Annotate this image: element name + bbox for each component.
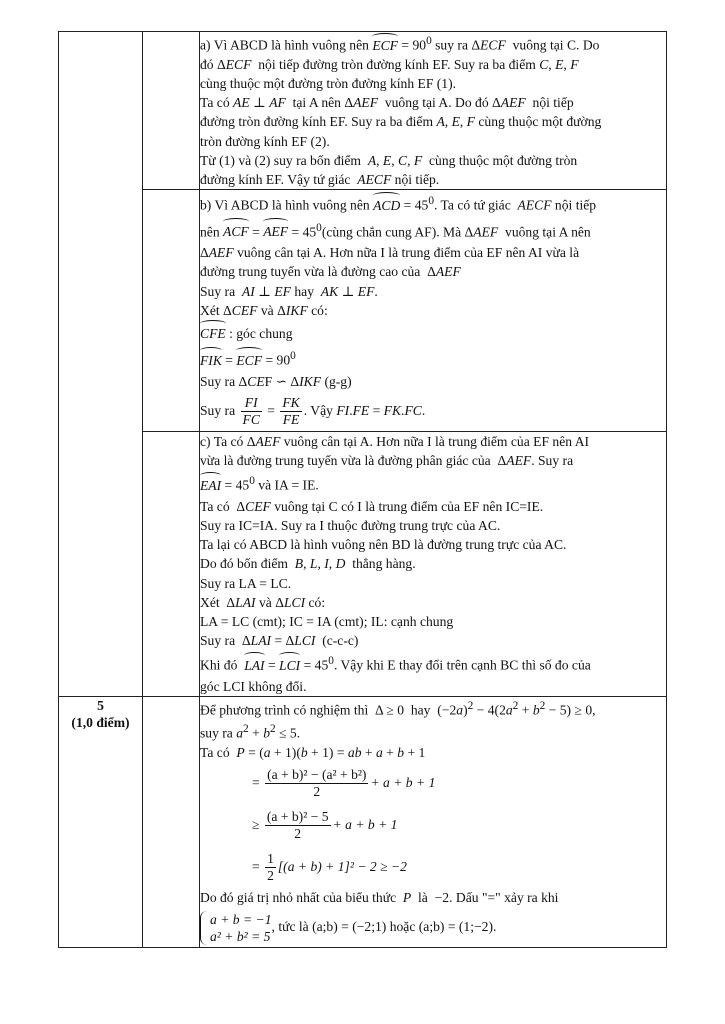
system-line bbox=[200, 907, 666, 947]
text-line: Ta có P = (a + 1)(b + 1) = ab + a + b + 1 bbox=[200, 744, 426, 760]
text-line: a) Vì ABCD là hình vuông nên ECF = $90^0$ suy ra ΔECF vuông tại C. Do bbox=[200, 32, 666, 55]
text-line: tròn đường kính EF (2). bbox=[200, 133, 330, 149]
text-line: đường trung tuyến vừa là đường cao của ΔAEF bbox=[200, 264, 461, 280]
formula-tail: + a + b + 1 bbox=[332, 816, 398, 832]
text-line: đường kính EF. Vậy tứ giác AECF nội tiếp. bbox=[200, 171, 440, 187]
formula-line: = $\frac{1}{2}$ [(a + b) + 1]² − 2 ≥ −2 bbox=[252, 851, 407, 884]
score-cell bbox=[143, 431, 200, 696]
system-conclusion: , tức là (a;b) = (−2;1) hoặc (a;b) = (1;−2). bbox=[271, 918, 497, 934]
text-line: Ta lại có ABCD là hình vuông nên BD là đường trung trực của AC. bbox=[200, 537, 567, 553]
text-line: Xét ΔLAI và ΔLCI có: bbox=[200, 594, 326, 610]
text-line: vừa là đường trung tuyến vừa là đường phân giác của ΔAEF. Suy ra bbox=[200, 452, 574, 468]
text-line: c) Ta có ΔAEF vuông cân tại A. Hơn nữa I là trung điểm của EF nên AI bbox=[200, 433, 590, 449]
text-line: nên ACF = AEF = $45^0(cùng$ chắn cung AF). Mà ΔAEF vuông tại A nên bbox=[200, 217, 666, 244]
text-line: Để phương trình có nghiệm thì Δ ≥ 0 hay $(-2a)^2 - 4(2a^2 + b^2 - 5) \ge 0$, bbox=[200, 700, 596, 718]
text-line: đó ΔECF nội tiếp đường tròn đường kính EF. Suy ra ba điểm C, E, F bbox=[200, 56, 579, 72]
formula-denominator: 2 bbox=[267, 868, 274, 884]
text-line: EAI = $45^0$ và IA = IE. bbox=[200, 470, 666, 497]
formula-tail: [(a + b) + 1]² − 2 ≥ −2 bbox=[277, 858, 407, 874]
text-line: cùng thuộc một đường tròn đường kính EF (1). bbox=[200, 75, 457, 91]
equation-system bbox=[200, 911, 272, 945]
text-line: Suy ra IC=IA. Suy ra I thuộc đường trung trực của AC. bbox=[200, 517, 501, 533]
text-line: Khi đó LAI = LCI = $45^0$. Vậy khi E thay đổi trên cạnh BC thì số đo của bbox=[200, 650, 666, 677]
text-line: Xét ΔCEF và ΔIKF có: bbox=[200, 302, 328, 318]
row-part-c bbox=[59, 431, 667, 696]
system-equation-1: a + b = −1 bbox=[210, 911, 272, 927]
text-line: LA = LC (cmt); IC = IA (cmt); IL: cạnh chung bbox=[200, 613, 454, 629]
formula-denominator: 2 bbox=[294, 826, 302, 842]
score-cell bbox=[143, 697, 200, 948]
question-points: (1,0 điểm) bbox=[71, 715, 130, 731]
part-c-content bbox=[200, 431, 667, 696]
formula-line: ≥ $\frac{\text{(a + b)² − 5}}{2}$ + a + b + 1 bbox=[252, 809, 398, 842]
text-line: ΔAEF vuông cân tại A. Hơn nữa I là trung điểm của EF nên AI vừa là bbox=[200, 245, 580, 261]
text-line: Do đó bốn điểm B, L, I, D thẳng hàng. bbox=[200, 556, 416, 572]
text-line: đường tròn đường kính EF. Suy ra ba điểm A, E, F cùng thuộc một đường bbox=[200, 114, 602, 130]
text-line: Do đó giá trị nhỏ nhất của biểu thức P là −2. Dấu "=" xảy ra khi bbox=[200, 889, 559, 905]
text-line: Suy ra AI ⊥ EF hay AK ⊥ EF. bbox=[200, 283, 378, 299]
text-line: Ta có ΔCEF vuông tại C có I là trung điểm của EF nên IC=IE. bbox=[200, 498, 544, 514]
text-line: Từ (1) và (2) suy ra bốn điểm A, E, C, F cùng thuộc một đường tròn bbox=[200, 152, 578, 168]
row-question-5 bbox=[59, 697, 667, 948]
text-line: Suy ra ΔLAI = ΔLCI (c-c-c) bbox=[200, 633, 359, 649]
text-line: Suy ra $\frac{FI}{FC}$ = $\frac{FK}{FE}$ . Vậy FI.FE = FK.FC. bbox=[200, 395, 426, 428]
question-number-cell bbox=[59, 32, 143, 697]
score-cell bbox=[143, 32, 200, 190]
text-line: góc LCI không đổi. bbox=[200, 678, 307, 694]
text-line: FIK = ECF = $90^0$ bbox=[200, 345, 666, 372]
part-b-content bbox=[200, 190, 667, 432]
row-question-4 bbox=[59, 32, 667, 190]
formula-numerator: (a + b)² − 5 bbox=[266, 809, 329, 825]
brace-icon bbox=[200, 911, 207, 945]
system-equation-2: a² + b² = 5 bbox=[210, 928, 271, 944]
text-line: suy ra $a^2 + b^2 \le 5$. bbox=[200, 722, 301, 741]
text-line: Suy ra ΔCEF ∽ ΔIKF (g-g) bbox=[200, 373, 352, 389]
part-a-content bbox=[200, 32, 667, 190]
question-5-content bbox=[200, 697, 667, 948]
text-line: b) Vì ABCD là hình vuông nên ACD = $45^0$. Ta có tứ giác AECF nội tiếp bbox=[200, 190, 666, 217]
formula-tail: + a + b + 1 bbox=[370, 774, 436, 790]
text-line: CFE : góc chung bbox=[200, 320, 666, 345]
text-line: Ta có AE ⊥ AF tại A nên ΔAEF vuông tại A. Do đó ΔAEF nội tiếp bbox=[200, 95, 574, 111]
question-5-label bbox=[59, 697, 143, 948]
formula-numerator: 1 bbox=[267, 851, 274, 867]
solution-table bbox=[58, 31, 667, 948]
text-line: Suy ra LA = LC. bbox=[200, 575, 292, 591]
formula-numerator: (a + b)² − (a² + b²) bbox=[267, 767, 367, 783]
formula-line: = $\frac{\text{(a + b)² − (a² + b²)}}{2}$ + a + b + 1 bbox=[252, 767, 436, 800]
question-number: 5 bbox=[97, 698, 104, 714]
row-part-b bbox=[59, 190, 667, 432]
score-cell bbox=[143, 190, 200, 432]
formula-denominator: 2 bbox=[313, 784, 321, 800]
